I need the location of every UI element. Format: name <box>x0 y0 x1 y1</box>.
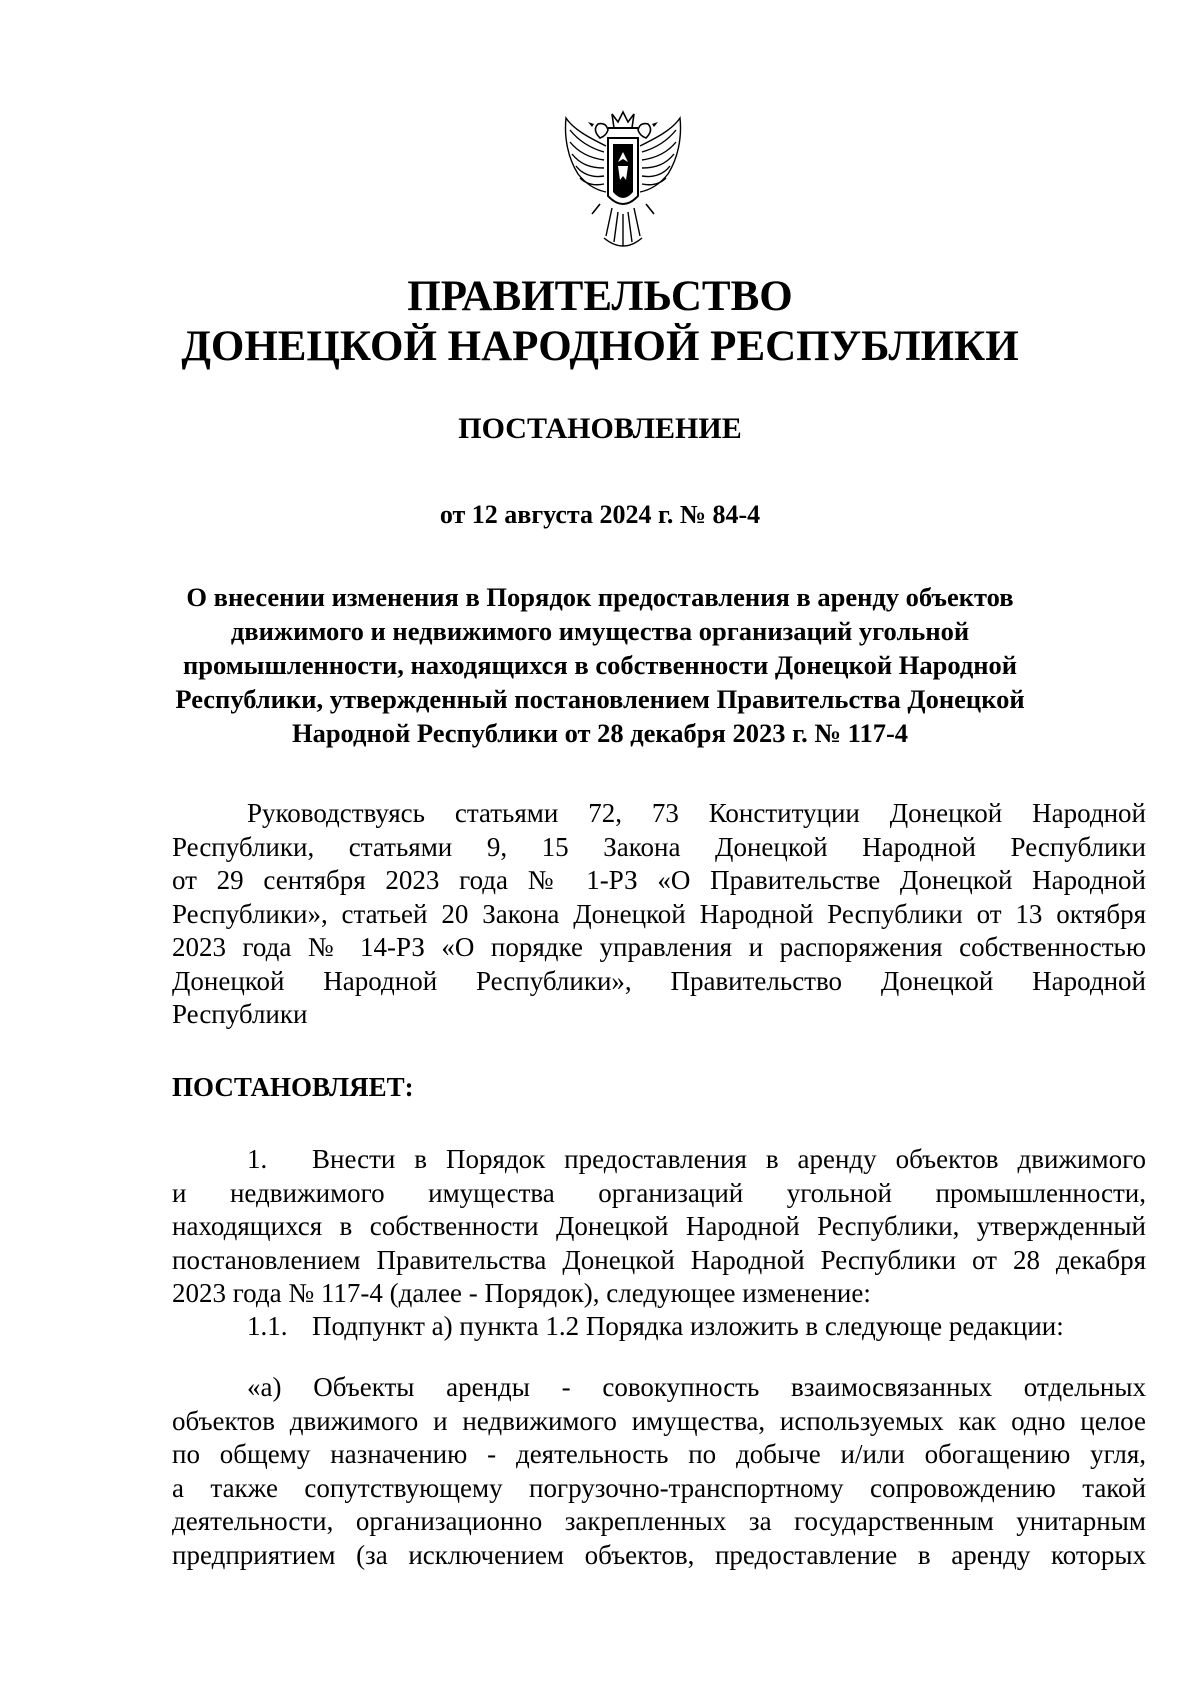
preamble-line: Донецкой Народной Республики», Правительство Донецкой Народной <box>172 965 1146 996</box>
government-title-line1: ПРАВИТЕЛЬСТВО <box>407 273 793 320</box>
subject-line: промышленности, находящихся в собственности Донецкой Народной <box>182 650 1018 680</box>
preamble-line: от 29 сентября 2023 года № 1-РЗ «О Правительстве Донецкой Народной <box>172 865 1146 895</box>
decree-subject <box>0 580 1200 750</box>
preamble-line: Республики», статьей 20 Закона Донецкой Народной Республики от 13 октября <box>172 898 1146 929</box>
quote-line: по общему назначению - деятельность по добыче и/или обогащению угля, <box>172 1439 1146 1469</box>
preamble-paragraph <box>172 797 1146 1032</box>
preamble-line: Руководствуясь статьями 72, 73 Конституции Донецкой Народной <box>247 798 1146 828</box>
item-1-number: 1. <box>247 1144 268 1174</box>
item-1-1-number: 1.1. <box>247 1311 288 1341</box>
coat-of-arms-emblem <box>560 108 686 268</box>
item-1-line: находящихся в собственности Донецкой Народной Республики, утвержденный <box>172 1211 1146 1241</box>
quote-line: предприятием (за исключением объектов, предоставление в аренду которых <box>172 1539 1146 1570</box>
item-1-line: и недвижимого имущества организаций угольной промышленности, <box>172 1177 1146 1208</box>
quote-line: объектов движимого и недвижимого имущества, используемых как одно целое <box>172 1405 1146 1436</box>
subject-line: О внесении изменения в Порядок предоставления в аренду объектов <box>186 582 1014 612</box>
preamble-line: Республики <box>172 999 308 1029</box>
item-1-line: 2023 года № 117-4 (далее - Порядок), следующее изменение: <box>172 1278 871 1308</box>
quote-line: деятельности, организационно закрепленных за государственным унитарным <box>172 1506 1146 1536</box>
decree-label: ПОСТАНОВЛЕНИЕ <box>458 412 742 445</box>
subject-line: Народной Республики от 28 декабря 2023 г. № 117-4 <box>291 718 909 748</box>
preamble-line: 2023 года № 14-РЗ «О порядке управления и распоряжения собственностью <box>172 932 1146 962</box>
government-title-line2: ДОНЕЦКОЙ НАРОДНОЙ РЕСПУБЛИКИ <box>181 323 1019 370</box>
item-1-1-text: Подпункт а) пункта 1.2 Порядка изложить в следующе редакции: <box>312 1311 1064 1341</box>
quote-line: а также сопутствующему погрузочно-транспортному сопровождению такой <box>172 1472 1146 1503</box>
subject-line: движимого и недвижимого имущества организаций угольной <box>230 616 970 646</box>
quote-line: «а) Объекты аренды - совокупность взаимосвязанных отдельных <box>247 1372 1146 1402</box>
quoted-subparagraph <box>172 1371 1146 1572</box>
item-1-first-line <box>172 1143 1146 1177</box>
item-1-line: Внести в Порядок предоставления в аренду объектов движимого <box>312 1144 1146 1174</box>
subject-line: Республики, утвержденный постановлением Правительства Донецкой <box>175 684 1025 714</box>
government-title <box>0 272 1200 372</box>
preamble-line: Республики, статьями 9, 15 Закона Донецкой Народной Республики <box>172 831 1146 862</box>
item-1-paragraph <box>172 1143 1146 1311</box>
item-1-1-line <box>172 1310 1146 1344</box>
decree-date: от 12 августа 2024 г. № 84-4 <box>439 500 761 529</box>
item-1-1-paragraph <box>172 1310 1146 1344</box>
item-1-line: постановлением Правительства Донецкой Народной Республики от 28 декабря <box>172 1244 1146 1275</box>
resolves-heading: ПОСТАНОВЛЯЕТ: <box>172 1072 414 1102</box>
